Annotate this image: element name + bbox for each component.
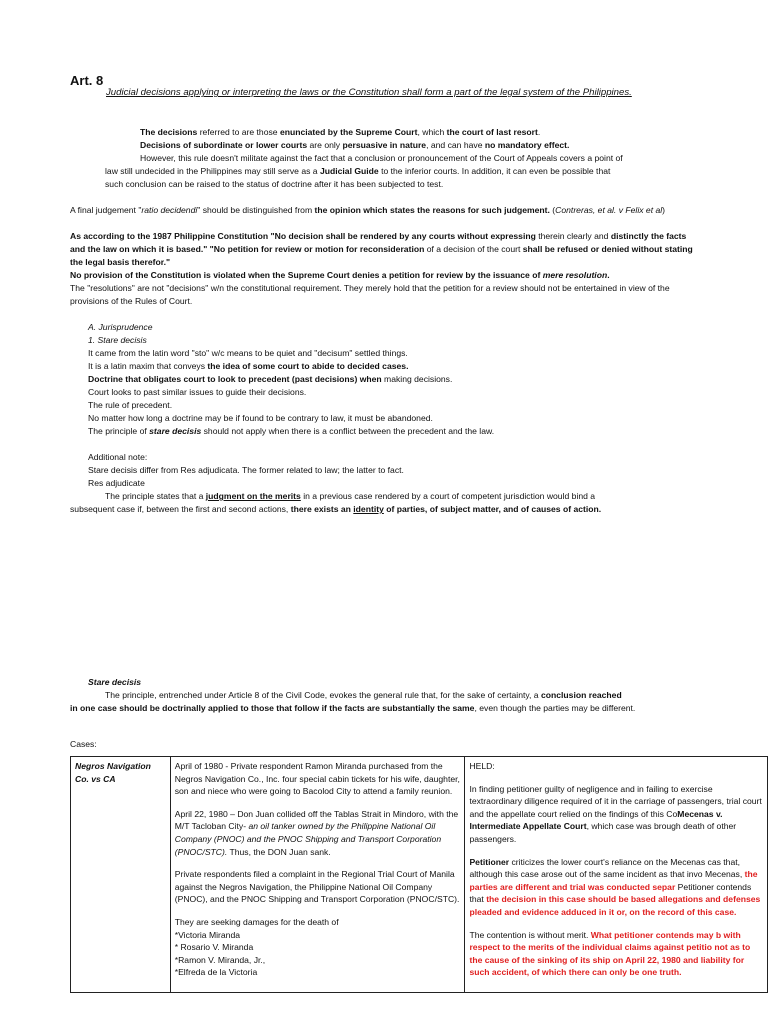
- text-run: The principle states that a: [105, 491, 206, 501]
- text-run: persuasive in nature: [342, 140, 427, 150]
- judgement-para-2: [70, 230, 695, 269]
- judgement-para-4: [70, 282, 695, 308]
- text-run: such conclusion can be raised to the status of doctrine after it has been subjected to test.: [105, 179, 444, 189]
- victim-item: * Rosario V. Miranda: [174, 942, 254, 953]
- text-run: The "resolutions" are not "decisions" w/n the constitutional requirement. They merely hold that the petition for a review should not be entertained in view of the provisions of the Rules of Court.: [70, 283, 670, 306]
- text-run: law still undecided in the Philippines may still serve as a: [105, 166, 320, 176]
- text-run: extraordinary diligence required of it in the carriage of passengers,: [471, 796, 725, 807]
- text-run: the court of last resort: [446, 127, 538, 137]
- decisions-line-5: [105, 178, 443, 191]
- additional-line-2: [88, 477, 145, 490]
- text-run: stare decisis: [149, 426, 202, 436]
- juris-line-5: [88, 399, 172, 412]
- juris-line-2: [88, 360, 408, 373]
- text-run: Res adjudicate: [88, 478, 145, 488]
- text-run: The contention is without merit.: [469, 929, 591, 940]
- text-run: , even though the parties may be different.: [474, 703, 636, 713]
- text-run: enunciated by the Supreme Court: [279, 127, 418, 137]
- juris-line-3: [88, 373, 452, 386]
- held-para-3: [469, 929, 763, 979]
- text-run: The rule of precedent.: [88, 400, 173, 410]
- article-subtitle: Judicial decisions applying or interpreting the laws or the Constitution shall form a part of the legal system of the Philippines.: [106, 87, 632, 98]
- text-run: distinctly the facts and the law on which it is based." "No petition for review or motion for reconsideration: [70, 231, 687, 254]
- text-run: mere resolution: [542, 270, 608, 280]
- jurisprudence-heading: A. Jurisprudence: [88, 322, 153, 332]
- held-heading: HELD:: [469, 761, 495, 771]
- decisions-line-1: [140, 126, 540, 139]
- text-run: What petitioner contends may b with respect to the merits of the individual claims against petitio not as to the cause of the sinking of its ship on April 22, 1980 and liability for such accident, of which there can only be one truth.: [469, 929, 751, 978]
- text-run: Private respondents filed a complaint in the Regional Trial Court of Manila against the Negros Navigation, the Philippine National Oil Company (PNOC), and the PNOC Shipping and Transport Corporation (PNOC/STC).: [174, 869, 460, 905]
- text-run: no mandatory effect.: [484, 140, 570, 150]
- text-run: The principle of: [88, 426, 150, 436]
- text-run: of a decision of the court: [424, 244, 523, 254]
- text-run: ratio decidendi: [141, 205, 198, 215]
- text-run: there exists an: [290, 504, 354, 514]
- text-run: criticizes the lower court's reliance on the Mecenas cas that, although this case arose out of the same incident as that invo Mecenas,: [469, 856, 745, 880]
- text-run: referred to are those: [197, 127, 280, 137]
- text-run: They are seeking damages for the death of: [174, 916, 339, 927]
- judgement-para-1: [70, 204, 695, 217]
- text-run: Decisions of subordinate or lower courts: [140, 140, 308, 150]
- decisions-line-4: [105, 165, 610, 178]
- text-run: , which: [417, 127, 447, 137]
- text-run: the idea of some court to abide to decided cases.: [207, 361, 409, 371]
- text-run: Mecenas v. Intermediate Appellate Court: [469, 808, 723, 832]
- juris-line-6: [88, 412, 433, 425]
- text-run: to the inferior courts. In addition, it can even be possible that: [378, 166, 611, 176]
- text-run: conclusion reached: [540, 690, 622, 700]
- case-held-cell: [465, 757, 768, 993]
- text-run: However, this rule doesn't militate against the fact that a conclusion or pronouncement of the Court of Appeals covers a point of: [140, 153, 623, 163]
- text-run: No provision of the Constitution is violated when the Supreme Court denies a petition for review by the issuance of: [70, 270, 543, 280]
- text-run: No matter how long a doctrine may be if found to be contrary to law, it must be abandoned.: [88, 413, 433, 423]
- text-run: " should be distinguished from: [197, 205, 315, 215]
- text-run: Petitioner: [469, 856, 510, 867]
- text-run: The decisions: [140, 127, 198, 137]
- text-run: subsequent case if, between the first and second actions,: [70, 504, 291, 514]
- text-run: shall be refused or denied without stating the legal basis therefor.": [70, 244, 693, 267]
- text-run: in one case should be doctrinally applied to those that follow if the facts are substantially the same: [70, 703, 475, 713]
- text-run: the decision in this case should be based allegations and defenses pleaded and evidence adduced in it or, on the record of this case.: [469, 894, 761, 917]
- judgement-para-3: [70, 269, 710, 282]
- text-run: the opinion which states the reasons for such judgement.: [314, 205, 550, 215]
- held-para-1: [469, 783, 763, 846]
- text-run: .: [607, 270, 610, 280]
- text-run: In finding petitioner guilty of negligence and in failing to exercise t: [469, 783, 713, 807]
- decisions-line-2: [140, 139, 569, 152]
- juris-line-1: [88, 347, 408, 360]
- facts-para-2: [175, 808, 461, 858]
- text-run: Stare decisis differ from Res adjudicata. The former related to law; the latter to fact.: [88, 465, 404, 475]
- text-run: April 22, 1980 – Don Juan collided off the Tablas Strait in Mindoro, with the M/T Tacloban City-: [174, 808, 459, 832]
- text-run: identity: [353, 504, 384, 514]
- text-run: should not apply when there is a conflict between the precedent and the law.: [201, 426, 495, 436]
- text-run: making decisions.: [381, 374, 453, 384]
- text-run: , which case was brough: [586, 821, 681, 832]
- stare-line-2: [70, 702, 635, 715]
- text-run: trial court and the appellate court relied on the findings of this Co: [469, 796, 762, 819]
- stare-decisis-heading-2: Stare decisis: [88, 677, 142, 687]
- case-name: Negros Navigation Co. vs CA: [75, 761, 151, 784]
- additional-line-4: [70, 503, 601, 516]
- text-run: Court looks to past similar issues to guide their decisions.: [88, 387, 307, 397]
- text-run: in a previous case rendered by a court of competent jurisdiction would bind a: [300, 491, 596, 501]
- stare-decisis-heading: 1. Stare decisis: [88, 335, 147, 345]
- held-para-2: [469, 856, 763, 919]
- juris-line-4: [88, 386, 306, 399]
- juris-line-7: [88, 425, 494, 438]
- text-run: The principle, entrenched under Article 8 of the Civil Code, evokes the general rule that, for the sake of certainty, a: [105, 690, 541, 700]
- text-run: Petitioner contends that: [469, 881, 752, 905]
- text-run: (: [549, 205, 556, 215]
- text-run: A final judgement ": [70, 205, 142, 215]
- additional-line-1: [88, 464, 404, 477]
- case-facts-cell: [170, 757, 465, 993]
- text-run: April of 1980 - Private respondent Ramon Miranda purchased from the Negros Navigation Co., Inc. four special cabin tickets for his wife, daughter, son and niece who were going to Bacolod City to attend a family reunion.: [174, 761, 460, 797]
- text-run: ): [662, 205, 666, 215]
- additional-note-heading: Additional note:: [88, 452, 148, 462]
- text-run: Thus, the DON Juan sank.: [227, 846, 331, 857]
- case-name-cell: [71, 757, 171, 993]
- cases-table: [70, 756, 768, 993]
- text-run: death of other passengers.: [469, 821, 737, 844]
- text-run: It came from the latin word "sto" w/c means to be quiet and "decisum" settled things.: [88, 348, 408, 358]
- facts-para-1: [175, 760, 461, 798]
- text-run: an oil tanker owned by the Philippine National Oil Company (PNOC) and the PNOC Shipping and Transport Corporation (PNOC/STC).: [174, 821, 442, 857]
- victim-item: *Victoria Miranda: [174, 929, 241, 940]
- facts-para-3: [175, 868, 461, 906]
- stare-line-1: [105, 689, 622, 702]
- decisions-line-3: [140, 152, 623, 165]
- text-run: of parties, of subject matter, and of causes of action.: [383, 504, 602, 514]
- text-run: judgment on the merits: [205, 491, 301, 501]
- victim-item: *Ramon V. Miranda, Jr.,: [174, 954, 266, 965]
- text-run: .: [537, 127, 541, 137]
- victim-item: *Elfreda de la Victoria: [174, 967, 258, 978]
- text-run: the parties are different and trial was conducted separ: [469, 869, 758, 892]
- cases-label: Cases:: [70, 739, 97, 749]
- text-run: therein clearly and: [535, 231, 611, 241]
- table-row: [71, 757, 768, 993]
- text-run: Doctrine that obligates court to look to precedent (past decisions) when: [88, 374, 382, 384]
- article-title: Art. 8: [70, 73, 104, 88]
- text-run: Contreras, et al. v Felix et al: [555, 205, 663, 215]
- text-run: , and can have: [426, 140, 485, 150]
- facts-para-4: [175, 916, 461, 929]
- text-run: It is a latin maxim that conveys: [88, 361, 208, 371]
- additional-line-3: [105, 490, 595, 503]
- text-run: Judicial Guide: [319, 166, 379, 176]
- text-run: are only: [307, 140, 343, 150]
- text-run: As according to the 1987 Philippine Constitution "No decision shall be rendered by any courts without expressing: [70, 231, 536, 241]
